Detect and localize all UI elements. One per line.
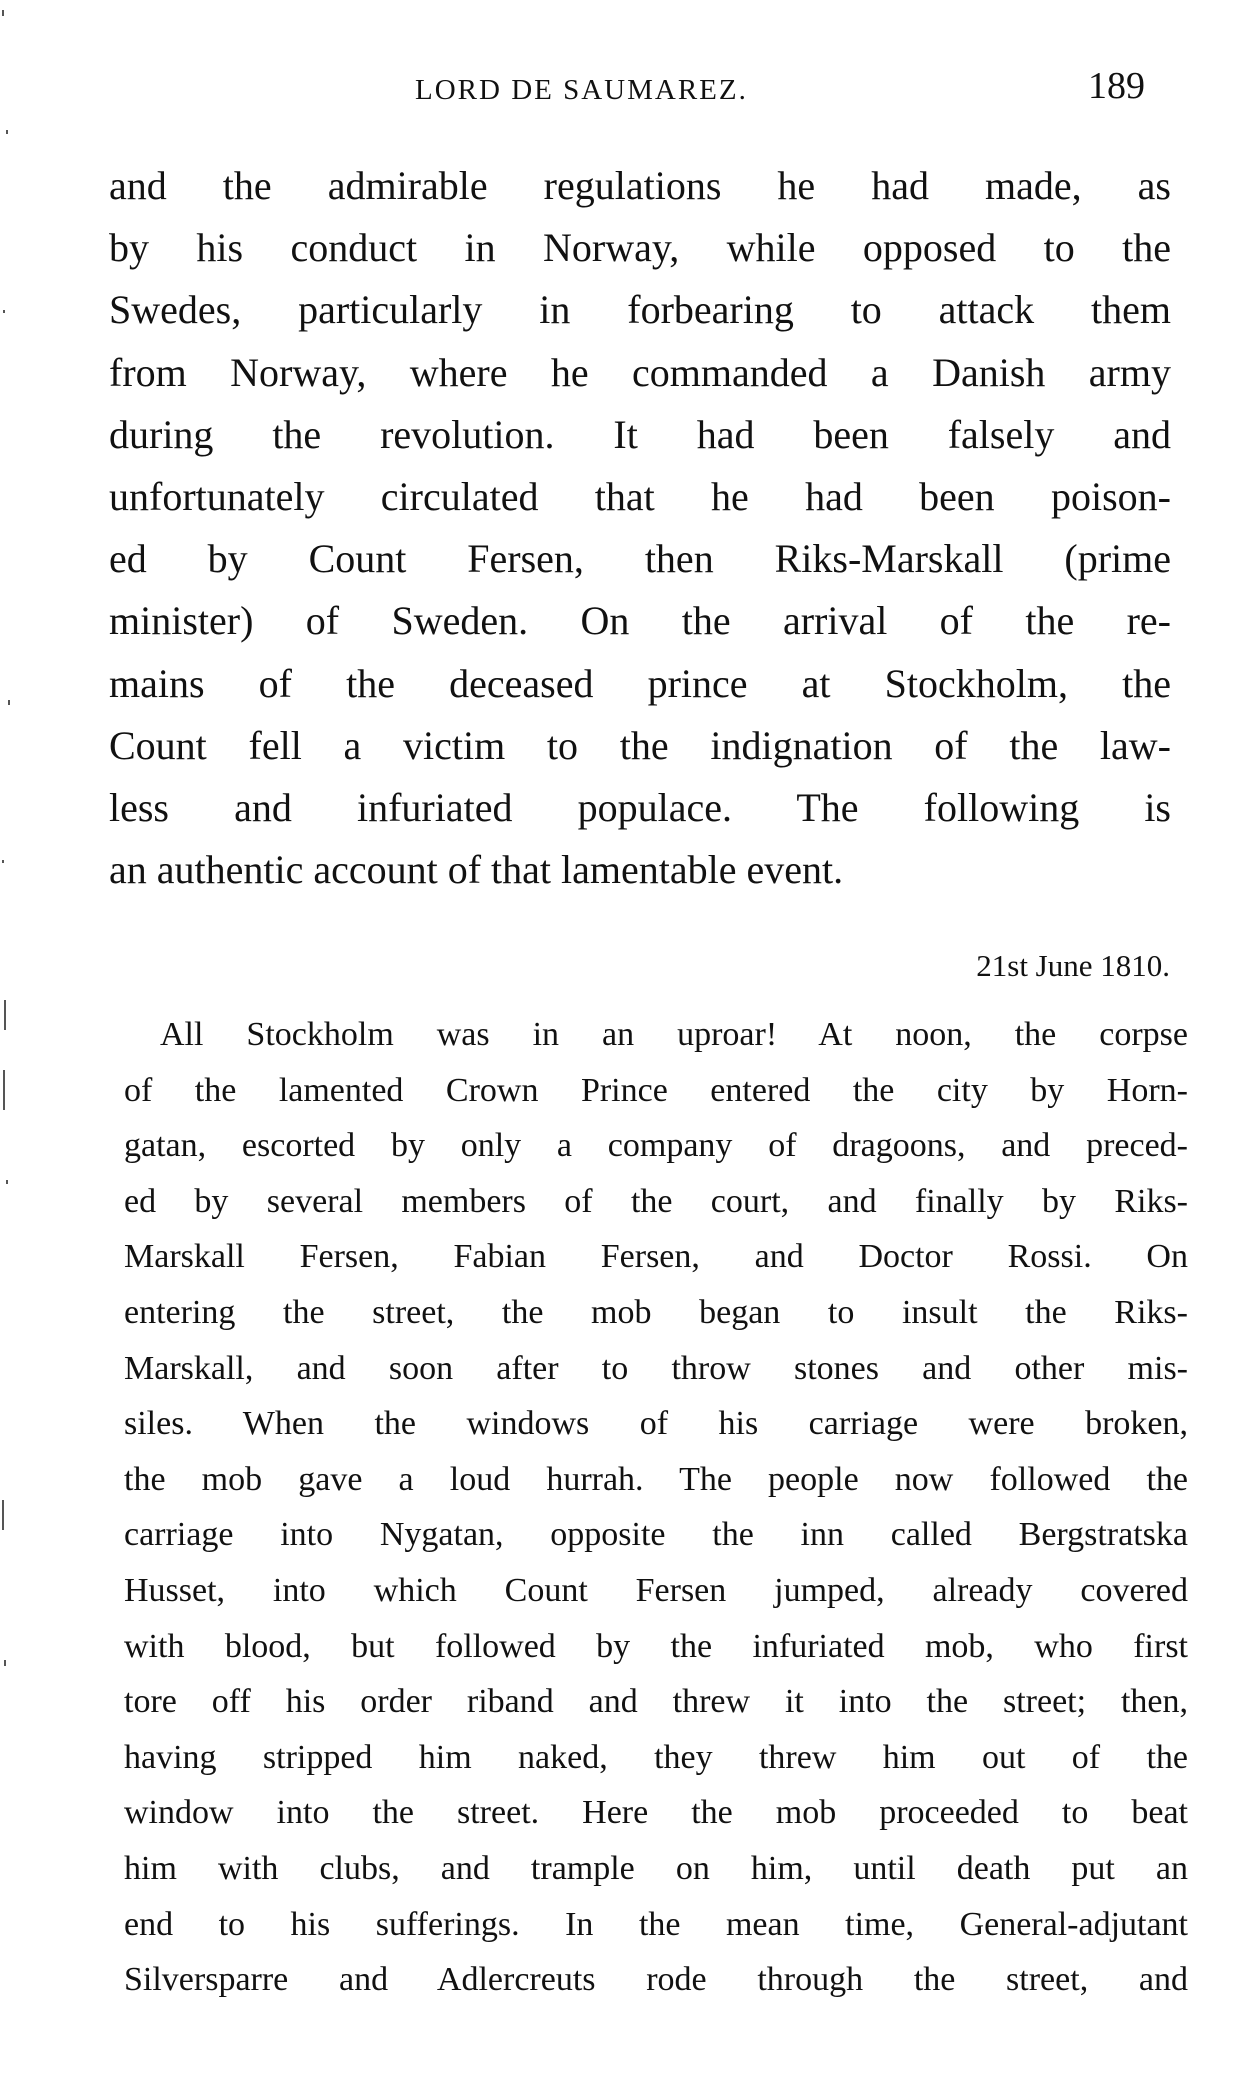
text-line: carriage into Nygatan, opposite the inn called Bergstratska bbox=[124, 1516, 1188, 1554]
text-line: with blood, but followed by the infuriated mob, who first bbox=[124, 1627, 1188, 1665]
text-line: during the revolution. It had been falsely and bbox=[109, 411, 1171, 457]
text-line: less and infuriated populace. The following is bbox=[109, 784, 1171, 830]
body-paragraph bbox=[109, 160, 1171, 906]
text-line: by his conduct in Norway, while opposed to the bbox=[109, 225, 1171, 271]
text-line: mains of the deceased prince at Stockholm, the bbox=[109, 660, 1171, 706]
text-line: Silversparre and Adlercreuts rode through the street, and bbox=[124, 1961, 1188, 1999]
text-line: Husset, into which Count Fersen jumped, already covered bbox=[124, 1571, 1188, 1609]
text-line: Swedes, particularly in forbearing to attack them bbox=[109, 287, 1171, 333]
text-line: unfortunately circulated that he had been poison- bbox=[109, 473, 1171, 519]
text-line: window into the street. Here the mob proceeded to beat bbox=[124, 1794, 1188, 1832]
text-line: ed by Count Fersen, then Riks-Marskall (prime bbox=[109, 536, 1171, 582]
text-line: an authentic account of that lamentable event. bbox=[109, 847, 844, 893]
text-line: and the admirable regulations he had made, as bbox=[109, 163, 1171, 208]
text-line: Marskall, and soon after to throw stones and other mis- bbox=[124, 1349, 1188, 1387]
text-line: having stripped him naked, they threw him out of the bbox=[124, 1738, 1188, 1776]
quoted-account bbox=[124, 1012, 1188, 2013]
text-line: siles. When the windows of his carriage were broken, bbox=[124, 1405, 1188, 1443]
text-line: the mob gave a loud hurrah. The people now followed the bbox=[124, 1460, 1188, 1498]
text-line: ed by several members of the court, and finally by Riks- bbox=[124, 1182, 1188, 1220]
scanned-page-edge bbox=[0, 0, 50, 2083]
text-line: Marskall Fersen, Fabian Fersen, and Doctor Rossi. On bbox=[124, 1238, 1188, 1276]
page-number: 189 bbox=[1088, 65, 1145, 107]
text-line: minister) of Sweden. On the arrival of the re- bbox=[109, 598, 1171, 644]
text-line: entering the street, the mob began to insult the Riks- bbox=[124, 1293, 1188, 1331]
text-line: tore off his order riband and threw it into the street; then, bbox=[124, 1683, 1188, 1721]
text-line: All Stockholm was in an uproar! At noon, the corpse bbox=[160, 1016, 1188, 1053]
scan-specks bbox=[0, 0, 50, 2083]
text-line: end to his sufferings. In the mean time, General-adjutant bbox=[124, 1905, 1188, 1943]
text-line: of the lamented Crown Prince entered the city by Horn- bbox=[124, 1071, 1188, 1109]
text-line: from Norway, where he commanded a Danish army bbox=[109, 349, 1171, 395]
running-title: LORD DE SAUMAREZ. bbox=[415, 74, 748, 106]
text-line: Count fell a victim to the indignation of the law- bbox=[109, 722, 1171, 768]
letter-date: 21st June 1810. bbox=[976, 948, 1170, 983]
text-line: gatan, escorted by only a company of dragoons, and preced- bbox=[124, 1127, 1188, 1165]
text-line: him with clubs, and trample on him, until death put an bbox=[124, 1849, 1188, 1887]
